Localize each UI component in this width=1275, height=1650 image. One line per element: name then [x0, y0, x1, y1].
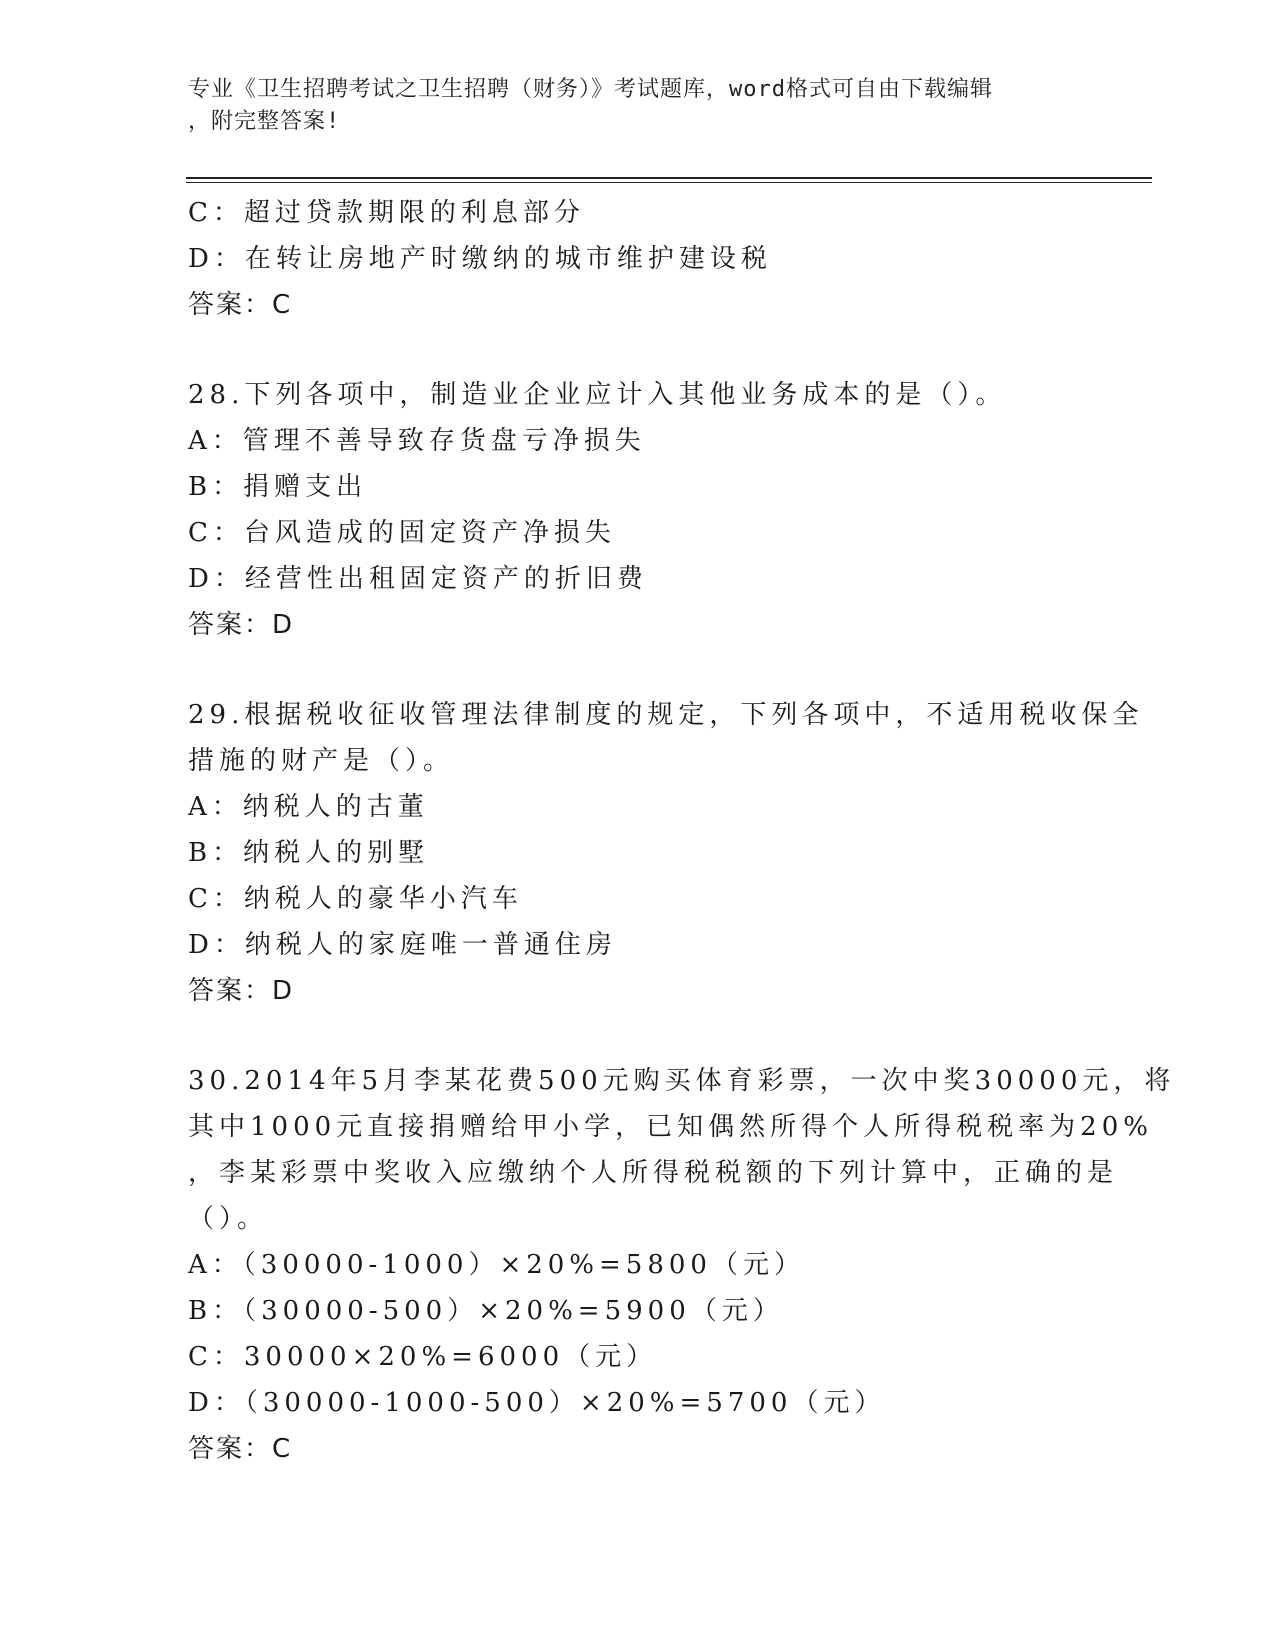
- question-list: [188, 190, 1176, 1472]
- question-stem-line-1: 30.2014年5月李某花费500元购买体育彩票，一次中奖30000元，将: [188, 1066, 1176, 1096]
- question-29: [188, 692, 1144, 1014]
- answer-line: 答案：C: [188, 1434, 293, 1464]
- header-rule-thick: [186, 177, 1152, 179]
- option-d: D：经营性出租固定资产的折旧费: [188, 564, 648, 594]
- option-d: D：在转让房地产时缴纳的城市维护建设税: [188, 244, 772, 274]
- question-27-tail: [188, 190, 1088, 328]
- option-a: A：（30000-1000）×20%=5800（元）: [188, 1250, 805, 1280]
- question-gap: [188, 1014, 1088, 1058]
- question-gap: [188, 648, 1088, 692]
- option-a: A：纳税人的古董: [188, 792, 429, 822]
- option-b: B：捐赠支出: [188, 472, 368, 502]
- question-28: [188, 372, 1088, 648]
- question-stem-line-2: 措施的财产是（）。: [188, 746, 455, 776]
- question-stem-line-2: 其中1000元直接捐赠给甲小学，已知偶然所得个人所得税税率为20%: [188, 1112, 1153, 1142]
- option-b: B：（30000-500）×20%=5900（元）: [188, 1296, 784, 1326]
- option-c: C：30000×20%=6000（元）: [188, 1342, 658, 1372]
- answer-line: 答案：D: [188, 976, 295, 1006]
- question-30: [188, 1058, 1176, 1472]
- option-b: B：纳税人的别墅: [188, 838, 430, 868]
- answer-line: 答案：C: [188, 290, 293, 320]
- header-line-2: ，附完整答案!: [188, 109, 341, 134]
- question-stem-line-4: （）。: [188, 1204, 269, 1234]
- header-rule-thin: [186, 182, 1152, 183]
- option-d: D：（30000-1000-500）×20%=5700（元）: [188, 1388, 886, 1418]
- question-gap: [188, 328, 1088, 372]
- option-c: C：台风造成的固定资产净损失: [188, 518, 616, 548]
- question-stem: 28.下列各项中，制造业企业应计入其他业务成本的是（）。: [188, 380, 1007, 410]
- option-a: A：管理不善导致存货盘亏净损失: [188, 426, 646, 456]
- question-stem-line-3: ，李某彩票中奖收入应缴纳个人所得税税额的下列计算中，正确的是: [188, 1158, 1119, 1188]
- question-stem-line-1: 29.根据税收征收管理法律制度的规定，下列各项中，不适用税收保全: [188, 700, 1144, 730]
- option-c: C：超过贷款期限的利息部分: [188, 198, 585, 228]
- option-c: C：纳税人的豪华小汽车: [188, 884, 523, 914]
- header-line-1: 专业《卫生招聘考试之卫生招聘（财务）》考试题库，word格式可自由下载编辑: [188, 77, 993, 102]
- answer-line: 答案：D: [188, 610, 295, 640]
- document-header: [188, 74, 1068, 138]
- option-d: D：纳税人的家庭唯一普通住房: [188, 930, 617, 960]
